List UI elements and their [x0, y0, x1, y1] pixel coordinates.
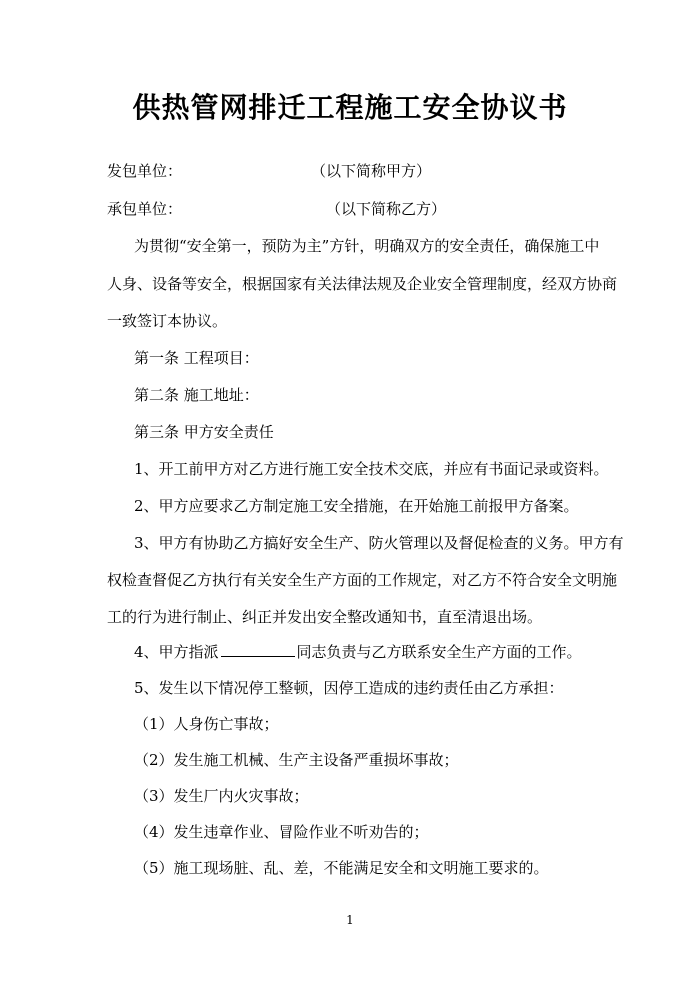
clause-1: 1、开工前甲方对乙方进行施工安全技术交底，并应有书面记录或资料。	[134, 460, 609, 478]
clause-4-after: 同志负责与乙方联系安全生产方面的工作。	[296, 643, 582, 661]
clause-3-line-3: 工的行为进行制止、纠正并发出安全整改通知书，直至清退出场。	[107, 608, 543, 626]
sub-item-5: （5）施工现场脏、乱、差，不能满足安全和文明施工要求的。	[134, 859, 549, 877]
intro-line-2: 人身、设备等安全，根据国家有关法律法规及企业安全管理制度，经双方协商	[107, 275, 618, 293]
sub-item-4: （4）发生违章作业、冒险作业不听劝告的；	[134, 823, 429, 841]
article-1: 第一条 工程项目：	[134, 349, 259, 367]
clause-3-line-2: 权检查督促乙方执行有关安全生产方面的工作规定，对乙方不符合安全文明施	[107, 571, 618, 589]
page-number: 1	[346, 913, 354, 927]
clause-4-before: 4、甲方指派	[134, 643, 219, 661]
clause-4	[134, 641, 582, 662]
intro-line-3: 一致签订本协议。	[107, 312, 228, 330]
party-a-note: （以下简称甲方）	[311, 162, 432, 180]
intro-line-1: 为贯彻“安全第一，预防为主”方针，明确双方的安全责任，确保施工中	[134, 237, 600, 255]
sub-item-1: （1）人身伤亡事故；	[134, 715, 279, 733]
clause-2: 2、甲方应要求乙方制定施工安全措施，在开始施工前报甲方备案。	[134, 497, 579, 515]
designee-blank	[221, 641, 295, 657]
sub-item-3: （3）发生厂内火灾事故；	[134, 787, 309, 805]
subcontractor-label: 承包单位：	[107, 200, 183, 218]
clause-5: 5、发生以下情况停工整顿，因停工造成的违约责任由乙方承担：	[134, 679, 564, 697]
article-3: 第三条 甲方安全责任	[134, 423, 274, 441]
article-2: 第二条 施工地址：	[134, 386, 259, 404]
party-b-note: （以下简称乙方）	[326, 200, 447, 218]
sub-item-2: （2）发生施工机械、生产主设备严重损坏事故；	[134, 751, 459, 769]
contractor-label: 发包单位：	[107, 162, 183, 180]
clause-3-line-1: 3、甲方有协助乙方搞好安全生产、防火管理以及督促检查的义务。甲方有	[134, 534, 624, 552]
document-title: 供热管网排迁工程施工安全协议书	[132, 91, 568, 124]
